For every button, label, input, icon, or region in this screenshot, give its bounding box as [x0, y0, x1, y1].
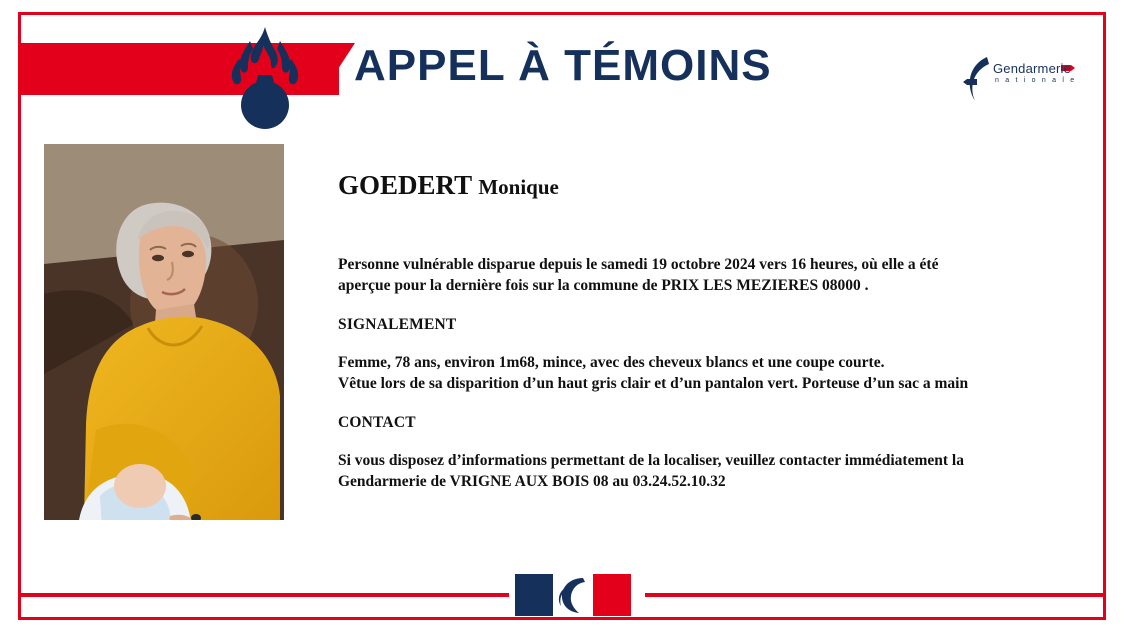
page-title: APPEL À TÉMOINS	[354, 41, 772, 90]
person-name	[338, 170, 1038, 201]
footer-rule-right	[645, 593, 1103, 597]
signalement-paragraph	[338, 353, 1038, 394]
gn-logo-subtitle: n a t i o n a l e	[995, 77, 1077, 84]
disappearance-line-2: aperçue pour la dernière fois sur la commune de PRIX LES MEZIERES 08000 .	[338, 276, 869, 294]
flaming-grenade-icon	[217, 21, 313, 131]
signalement-line-1: Femme, 78 ans, environ 1m68, mince, avec des cheveux blancs et une coupe courte.	[338, 354, 885, 372]
disappearance-line-1: Personne vulnérable disparue depuis le samedi 19 octobre 2024 vers 16 heures, où elle a été	[338, 256, 939, 273]
poster-header	[21, 15, 1103, 125]
marianne-white-band	[553, 574, 593, 616]
contact-heading: CONTACT	[338, 414, 416, 432]
signalement-heading: SIGNALEMENT	[338, 316, 457, 334]
contact-paragraph	[338, 451, 1038, 492]
marianne-logo	[515, 574, 631, 616]
person-first-name: Monique	[478, 175, 559, 199]
gendarmerie-nationale-logo	[959, 53, 1079, 109]
poster-footer	[21, 574, 1103, 614]
header-red-band-slant	[321, 43, 355, 95]
marianne-blue-band	[515, 574, 553, 616]
marianne-red-band	[593, 574, 631, 616]
marianne-profile-icon	[553, 574, 593, 616]
missing-person-photo	[44, 144, 284, 520]
contact-line-2: Gendarmerie de VRIGNE AUX BOIS 08 au 03.24.52.10.32	[338, 473, 726, 491]
signalement-line-2: Vêtue lors de sa disparition d’un haut gris clair et d’un pantalon vert. Porteuse d’un sac a main	[338, 374, 969, 392]
contact-line-1: Si vous disposez d’informations permettant de la localiser, veuillez contacter immédiatement la	[338, 452, 964, 470]
gn-logo-title: Gendarmerie	[993, 61, 1072, 76]
photo-illustration	[44, 144, 284, 520]
poster-content	[338, 170, 1038, 513]
footer-rule-left	[21, 593, 509, 597]
disappearance-paragraph	[338, 255, 1038, 296]
person-last-name: GOEDERT	[338, 170, 472, 200]
